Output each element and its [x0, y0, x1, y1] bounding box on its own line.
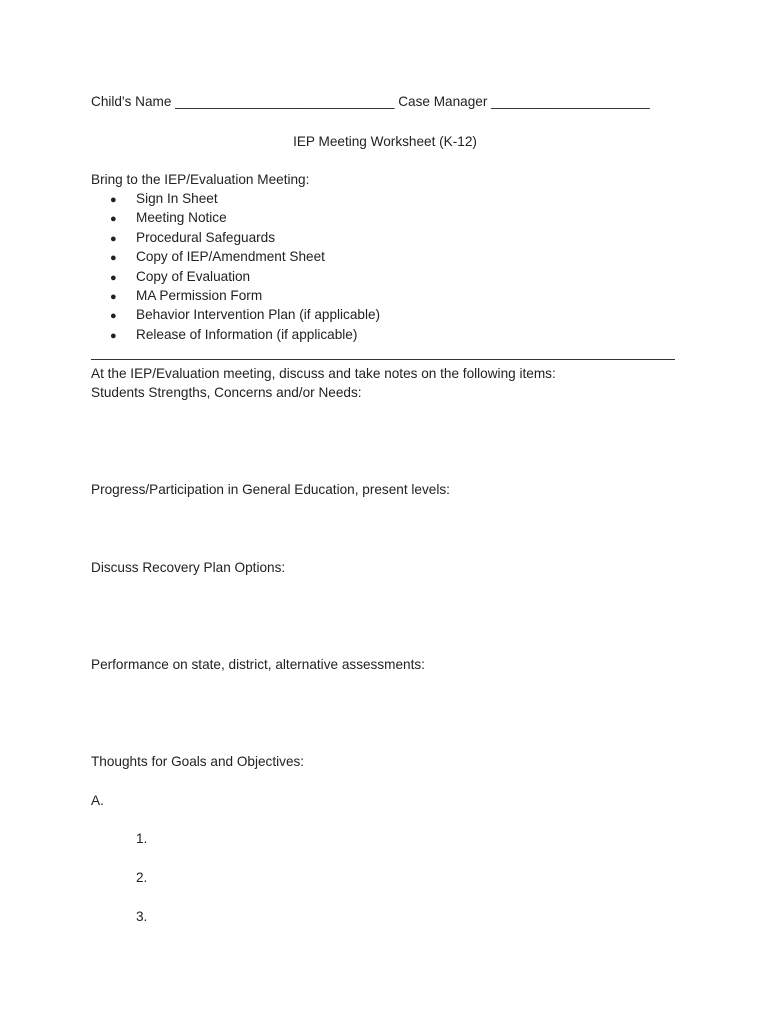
bullet-icon: ●: [110, 213, 117, 225]
recovery-heading: Discuss Recovery Plan Options:: [91, 560, 286, 575]
goal-letter: A.: [91, 793, 104, 808]
list-item: [110, 306, 380, 325]
strengths-heading: Students Strengths, Concerns and/or Needs:: [91, 385, 362, 400]
bullet-icon: ●: [110, 291, 117, 303]
divider: [91, 359, 675, 360]
list-item: [110, 209, 227, 228]
child-name-case-manager-line: Child's Name _____________________________ Case Manager _____________________: [91, 94, 650, 109]
bullet-icon: ●: [110, 252, 117, 264]
list-item: [110, 268, 250, 287]
list-item-label: Copy of Evaluation: [136, 269, 251, 284]
objective-number: 1.: [136, 831, 148, 846]
list-item-label: Procedural Safeguards: [136, 230, 276, 245]
list-item: [110, 229, 275, 248]
list-item-label: MA Permission Form: [136, 288, 263, 303]
performance-heading: Performance on state, district, alternative assessments:: [91, 657, 425, 672]
list-item: [110, 287, 262, 306]
discuss-intro: At the IEP/Evaluation meeting, discuss and take notes on the following items:: [91, 366, 556, 381]
bullet-icon: ●: [110, 310, 117, 322]
list-item-label: Behavior Intervention Plan (if applicable): [136, 307, 381, 322]
list-item-label: Release of Information (if applicable): [136, 327, 358, 342]
bullet-icon: ●: [110, 233, 117, 245]
bring-heading: Bring to the IEP/Evaluation Meeting:: [91, 172, 310, 187]
page-title: IEP Meeting Worksheet (K-12): [293, 134, 477, 149]
list-item-label: Sign In Sheet: [136, 191, 218, 206]
objective-number: 2.: [136, 870, 148, 885]
objective-number: 3.: [136, 909, 148, 924]
bullet-icon: ●: [110, 194, 117, 206]
goals-heading: Thoughts for Goals and Objectives:: [91, 754, 305, 769]
list-item: [110, 248, 325, 267]
progress-heading: Progress/Participation in General Education, present levels:: [91, 482, 450, 497]
bullet-icon: ●: [110, 272, 117, 284]
list-item: [110, 326, 357, 345]
bullet-icon: ●: [110, 330, 117, 342]
list-item-label: Meeting Notice: [136, 210, 227, 225]
list-item-label: Copy of IEP/Amendment Sheet: [136, 249, 325, 264]
list-item: [110, 190, 218, 209]
